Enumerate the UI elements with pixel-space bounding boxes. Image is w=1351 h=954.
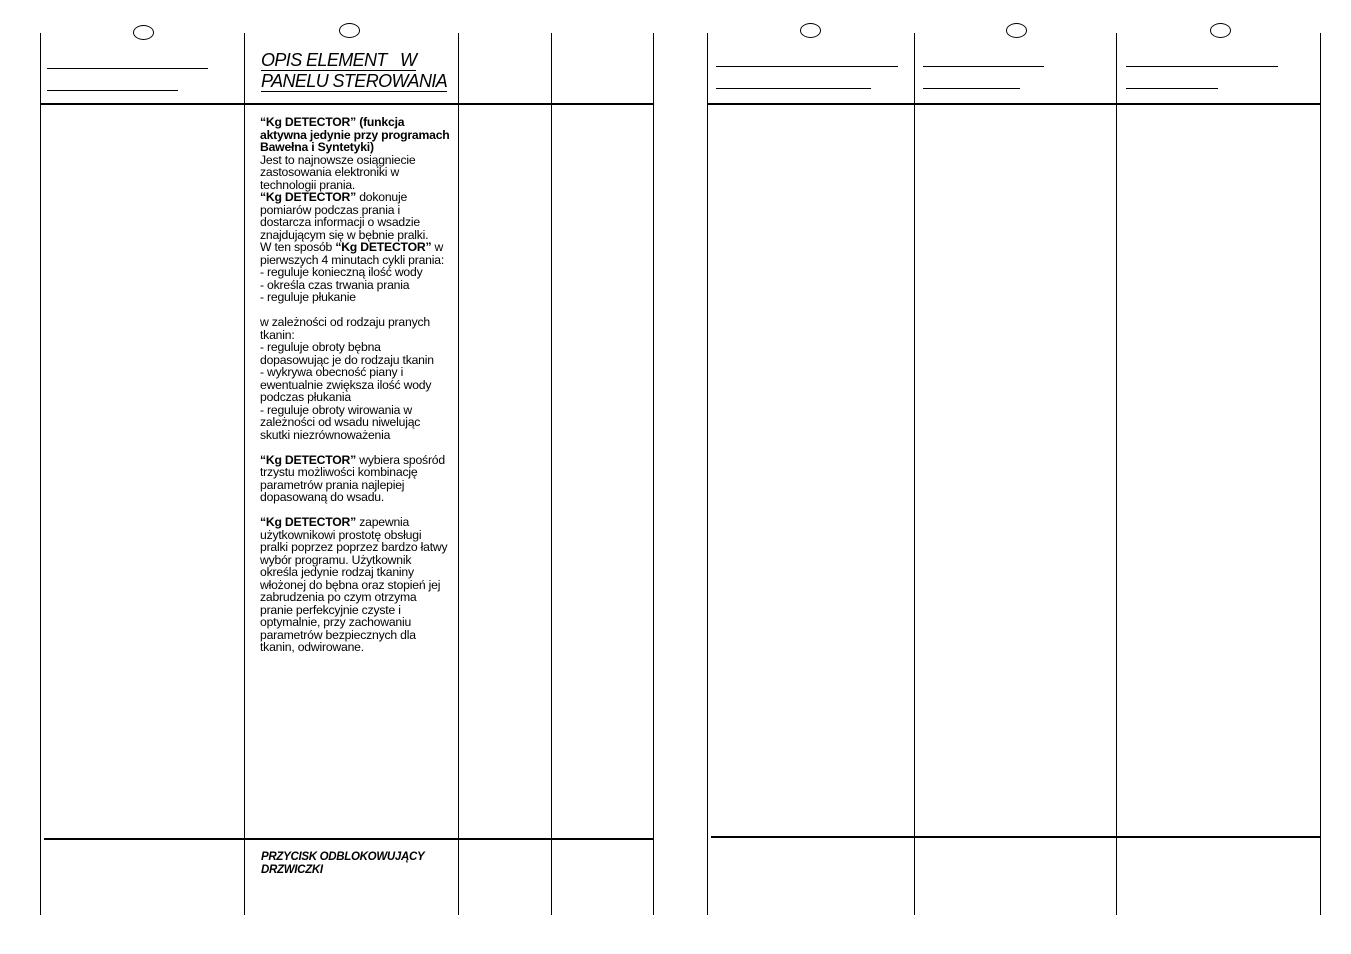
list-item: - reguluje obroty wirowania w zależności od wsadu niwelując skutki niezrównoważenia [260,402,421,442]
language-marker-icon [133,25,154,40]
right-page-column-rule-1 [707,33,708,915]
page-title [261,50,451,92]
right-page-section-rule [711,836,1321,838]
left-page-column-rule-5 [653,33,654,915]
list-item: - reguluje obroty bębna dopasowując je do rodzaju tkanin [260,340,434,367]
right-page-column-rule-2 [914,33,915,915]
left-page-header-rule [40,103,654,105]
left-page-column-rule-3 [458,33,459,915]
kg-detector-paragraph-6: “Kg DETECTOR” zapewnia użytkownikowi prostotę obsługi pralki poprzez poprzez bardzo łatwy wybór programu. Użytkownik określa jedynie rodzaj tkaniny włożonej do bębna oraz stopień jej zabrudzenia po czym otrzyma pranie perfekcyjnie czyste i optymalnie, przy zachowaniu parametrów bezpiecznych dla tkanin, odwirowane. [260,515,448,654]
heading-underline [716,66,898,67]
right-page-column-rule-4 [1320,33,1321,915]
heading-underline [1126,66,1278,67]
left-page-column-rule-4 [551,33,552,915]
language-marker-icon [800,23,821,38]
language-marker-icon [1006,23,1027,38]
kg-detector-description [260,116,450,654]
kg-detector-paragraph-4: w zależności od rodzaju pranych tkanin: [260,315,430,342]
heading-underline [47,68,208,69]
kg-detector-heading: “Kg DETECTOR” (funkcja aktywna jedynie przy programach Bawełna i Syntetyki) [260,115,450,154]
heading-underline [1126,88,1218,89]
heading-underline [716,88,871,89]
left-page-column-rule-2 [244,33,245,915]
kg-detector-intro: Jest to najnowsze osiągniecie zastosowania elektroniki w technologii prania. [260,152,416,192]
list-item: - określa czas trwania prania [260,277,410,292]
kg-detector-paragraph-5: “Kg DETECTOR” wybiera spośród trzystu możliwości kombinację parametrów prania najlepiej dopasowaną do wsadu. [260,452,445,504]
list-item: - reguluje płukanie [260,290,356,304]
language-marker-icon [1210,23,1231,38]
left-page-column-rule-1 [40,33,41,915]
kg-detector-paragraph-3: W ten sposób “Kg DETECTOR” w pierwszych 4 minutach cykli prania: [260,240,445,267]
left-page-section-rule [44,838,654,840]
right-page-header-rule [707,103,1321,105]
page-title-line-1: OPIS ELEMENT W [261,50,417,70]
list-item: - reguluje konieczną ilość wody [260,265,423,279]
heading-underline [47,90,178,91]
list-item: - wykrywa obecność piany i ewentualnie zwiększa ilość wody podczas płukania [260,365,432,404]
door-unlock-button-heading: PRZYCISK ODBLOKOWUJĄCY DRZWICZKI [261,851,425,876]
page-title-line-2: PANELU STEROWANIA [261,71,448,91]
language-marker-icon [339,23,360,38]
right-page-column-rule-3 [1116,33,1117,915]
heading-underline [923,66,1044,67]
heading-underline [923,88,1020,89]
kg-detector-paragraph-2: “Kg DETECTOR” dokonuje pomiarów podczas prania i dostarcza informacji o wsadzie znajdującym się w bębnie pralki. [260,190,429,242]
